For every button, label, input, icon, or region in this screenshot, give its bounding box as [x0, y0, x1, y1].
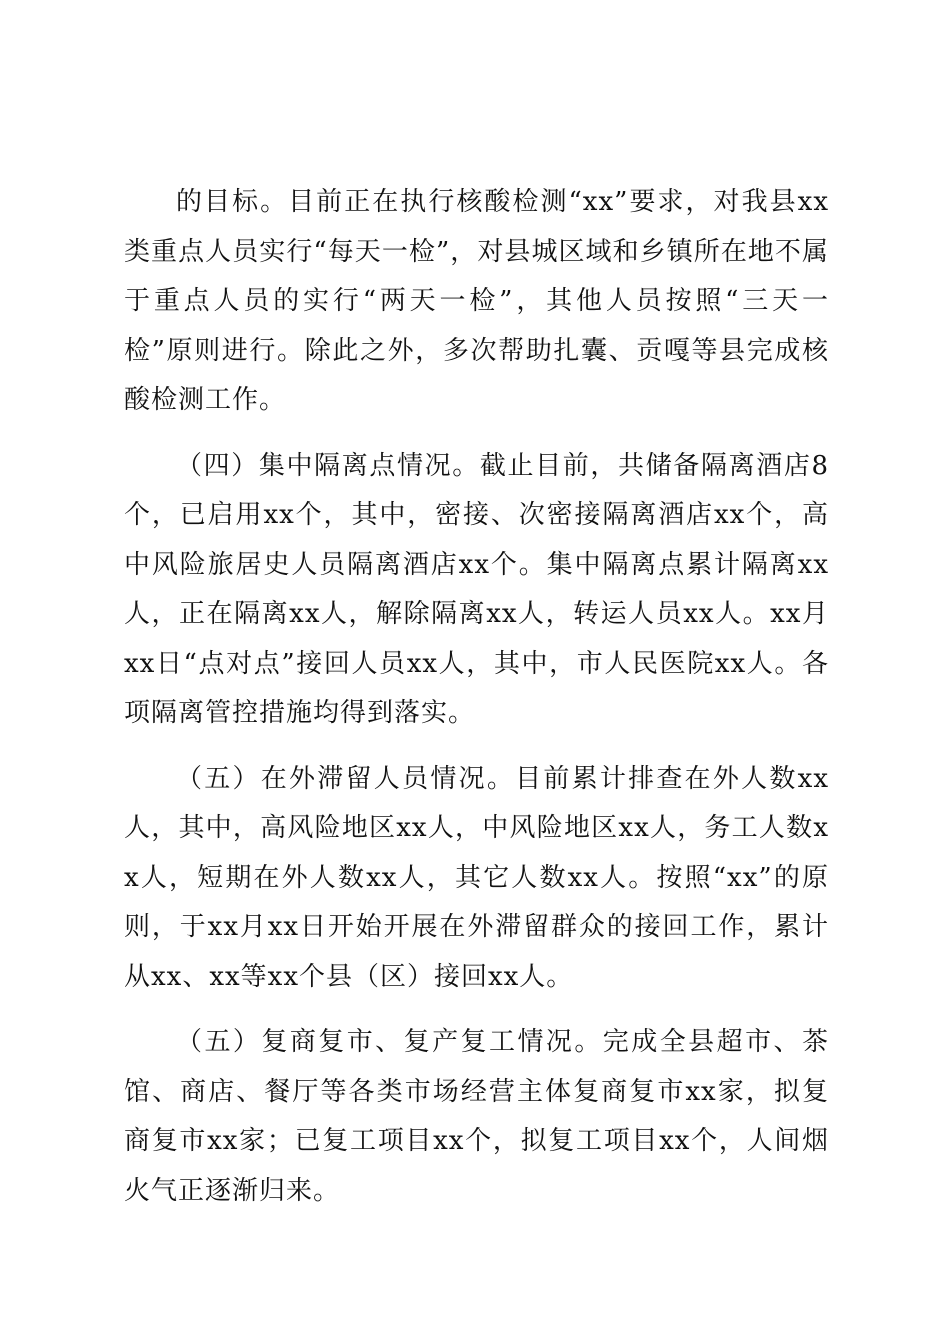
- paragraph-nucleic-acid-testing: 的目标。目前正在执行核酸检测“xx”要求，对我县xx类重点人员实行“每天一检”，对县城区域和乡镇所在地不属于重点人员的实行“两天一检”，其他人员按照“三天一检”原则进行。除此之外，多次帮助扎囊、贡嘎等县完成核酸检测工作。: [124, 187, 829, 415]
- paragraph-stranded-people: （五）在外滞留人员情况。目前累计排查在外人数xx人，其中，高风险地区xx人，中风险地区xx人，务工人数xx人，短期在外人数xx人，其它人数xx人。按照“xx”的原则，于xx月xx日开始开展在外滞留群众的接回工作，累计从xx、xx等xx个县（区）接回xx人。: [124, 763, 829, 992]
- paragraph-quarantine-sites: （四）集中隔离点情况。截止目前，共储备隔离酒店8个，已启用xx个，其中，密接、次密接隔离酒店xx个，高中风险旅居史人员隔离酒店xx个。集中隔离点累计隔离xx人，正在隔离xx人，解除隔离xx人，转运人员xx人。xx月xx日“点对点”接回人员xx人，其中，市人民医院xx人。各项隔离管控措施均得到落实。: [124, 450, 829, 728]
- paragraph-business-resumption: （五）复商复市、复产复工情况。完成全县超市、茶馆、商店、餐厅等各类市场经营主体复商复市xx家，拟复商复市xx家；已复工项目xx个，拟复工项目xx个，人间烟火气正逐渐归来。: [124, 1027, 829, 1206]
- document-body: [124, 178, 829, 1216]
